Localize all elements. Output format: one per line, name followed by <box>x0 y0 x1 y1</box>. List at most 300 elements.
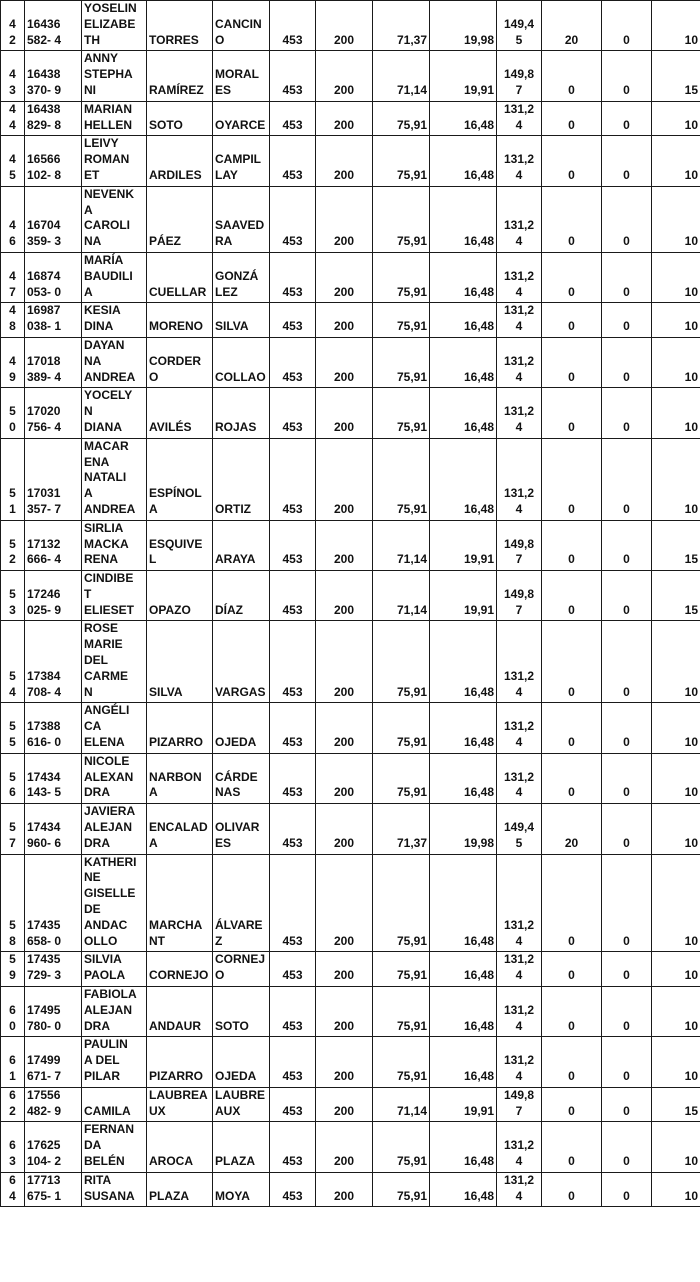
table-row <box>1 987 700 1037</box>
value-cell: 10 <box>652 952 700 987</box>
value-cell: 0 <box>602 1172 652 1207</box>
value-cell: 75,91 <box>373 952 430 987</box>
row-number-cell: 5 4 <box>1 621 25 703</box>
paternal-surname-cell: AVILÉS <box>147 388 213 438</box>
paternal-surname-cell: CORDER O <box>147 337 213 387</box>
first-name-cell: LEIVY ROMAN ET <box>82 136 147 186</box>
value-cell: 75,91 <box>373 136 430 186</box>
value-cell: 200 <box>316 337 373 387</box>
value-cell: 0 <box>602 438 652 520</box>
maternal-surname-cell: OJEDA <box>213 703 270 753</box>
table-row <box>1 804 700 854</box>
value-cell: 0 <box>602 1 652 51</box>
rut-cell: 17388 616- 0 <box>25 703 82 753</box>
row-number-cell: 5 0 <box>1 388 25 438</box>
value-cell: 0 <box>602 854 652 952</box>
value-cell: 131,2 4 <box>497 186 542 252</box>
value-cell: 10 <box>652 303 700 338</box>
value-cell: 131,2 4 <box>497 252 542 302</box>
rut-cell: 17495 780- 0 <box>25 987 82 1037</box>
value-cell: 131,2 4 <box>497 952 542 987</box>
value-cell: 10 <box>652 854 700 952</box>
value-cell: 71,14 <box>373 520 430 570</box>
value-cell: 0 <box>542 51 602 101</box>
maternal-surname-cell: CÁRDE NAS <box>213 753 270 803</box>
value-cell: 453 <box>270 571 316 621</box>
maternal-surname-cell: ROJAS <box>213 388 270 438</box>
value-cell: 0 <box>602 520 652 570</box>
value-cell: 453 <box>270 438 316 520</box>
table-row <box>1 186 700 252</box>
value-cell: 453 <box>270 987 316 1037</box>
rut-cell: 17132 666- 4 <box>25 520 82 570</box>
table-row <box>1 388 700 438</box>
value-cell: 131,2 4 <box>497 621 542 703</box>
value-cell: 0 <box>542 388 602 438</box>
paternal-surname-cell: ESPÍNOL A <box>147 438 213 520</box>
paternal-surname-cell: ESQUIVE L <box>147 520 213 570</box>
value-cell: 453 <box>270 1037 316 1087</box>
rut-cell: 17435 729- 3 <box>25 952 82 987</box>
table-row <box>1 1037 700 1087</box>
value-cell: 453 <box>270 703 316 753</box>
table-row <box>1 1087 700 1122</box>
value-cell: 0 <box>542 621 602 703</box>
value-cell: 75,91 <box>373 101 430 136</box>
row-number-cell: 5 5 <box>1 703 25 753</box>
value-cell: 200 <box>316 987 373 1037</box>
value-cell: 200 <box>316 854 373 952</box>
value-cell: 0 <box>542 1122 602 1172</box>
first-name-cell: FERNAN DA BELÉN <box>82 1122 147 1172</box>
value-cell: 16,48 <box>430 987 497 1037</box>
value-cell: 0 <box>602 571 652 621</box>
value-cell: 131,2 4 <box>497 1037 542 1087</box>
value-cell: 200 <box>316 621 373 703</box>
paternal-surname-cell: PLAZA <box>147 1172 213 1207</box>
value-cell: 453 <box>270 621 316 703</box>
value-cell: 200 <box>316 753 373 803</box>
row-number-cell: 6 4 <box>1 1172 25 1207</box>
value-cell: 0 <box>542 854 602 952</box>
value-cell: 200 <box>316 1087 373 1122</box>
value-cell: 16,48 <box>430 621 497 703</box>
value-cell: 16,48 <box>430 753 497 803</box>
value-cell: 453 <box>270 136 316 186</box>
first-name-cell: KESIA DINA <box>82 303 147 338</box>
first-name-cell: NEVENK A CAROLI NA <box>82 186 147 252</box>
maternal-surname-cell: MOYA <box>213 1172 270 1207</box>
value-cell: 10 <box>652 753 700 803</box>
rut-cell: 16704 359- 3 <box>25 186 82 252</box>
table-row <box>1 854 700 952</box>
value-cell: 453 <box>270 51 316 101</box>
value-cell: 75,91 <box>373 1122 430 1172</box>
rut-cell: 17713 675- 1 <box>25 1172 82 1207</box>
table-row <box>1 520 700 570</box>
maternal-surname-cell: SILVA <box>213 303 270 338</box>
rut-cell: 17031 357- 7 <box>25 438 82 520</box>
paternal-surname-cell: ENCALAD A <box>147 804 213 854</box>
value-cell: 200 <box>316 571 373 621</box>
row-number-cell: 5 2 <box>1 520 25 570</box>
rut-cell: 17625 104- 2 <box>25 1122 82 1172</box>
value-cell: 19,91 <box>430 571 497 621</box>
value-cell: 0 <box>602 1122 652 1172</box>
value-cell: 19,91 <box>430 1087 497 1122</box>
first-name-cell: YOSELIN ELIZABE TH <box>82 1 147 51</box>
rut-cell: 17434 143- 5 <box>25 753 82 803</box>
value-cell: 75,91 <box>373 337 430 387</box>
value-cell: 453 <box>270 252 316 302</box>
value-cell: 149,8 7 <box>497 520 542 570</box>
value-cell: 131,2 4 <box>497 388 542 438</box>
value-cell: 453 <box>270 1122 316 1172</box>
row-number-cell: 5 3 <box>1 571 25 621</box>
maternal-surname-cell: DÍAZ <box>213 571 270 621</box>
value-cell: 75,91 <box>373 753 430 803</box>
value-cell: 0 <box>542 337 602 387</box>
value-cell: 0 <box>542 1172 602 1207</box>
maternal-surname-cell: ARAYA <box>213 520 270 570</box>
value-cell: 0 <box>602 952 652 987</box>
value-cell: 10 <box>652 804 700 854</box>
value-cell: 200 <box>316 438 373 520</box>
maternal-surname-cell: SAAVED RA <box>213 186 270 252</box>
row-number-cell: 4 5 <box>1 136 25 186</box>
table-body <box>1 1 700 1207</box>
value-cell: 149,8 7 <box>497 51 542 101</box>
table-row <box>1 51 700 101</box>
value-cell: 10 <box>652 1172 700 1207</box>
rut-cell: 16436 582- 4 <box>25 1 82 51</box>
value-cell: 131,2 4 <box>497 703 542 753</box>
maternal-surname-cell: OJEDA <box>213 1037 270 1087</box>
paternal-surname-cell: NARBON A <box>147 753 213 803</box>
row-number-cell: 4 7 <box>1 252 25 302</box>
table-row <box>1 571 700 621</box>
rut-cell: 16566 102- 8 <box>25 136 82 186</box>
value-cell: 10 <box>652 252 700 302</box>
paternal-surname-cell: RAMÍREZ <box>147 51 213 101</box>
value-cell: 0 <box>542 571 602 621</box>
paternal-surname-cell: PIZARRO <box>147 1037 213 1087</box>
value-cell: 0 <box>542 753 602 803</box>
table-row <box>1 1172 700 1207</box>
value-cell: 149,4 5 <box>497 804 542 854</box>
rut-cell: 17384 708- 4 <box>25 621 82 703</box>
value-cell: 16,48 <box>430 952 497 987</box>
maternal-surname-cell: SOTO <box>213 987 270 1037</box>
value-cell: 149,8 7 <box>497 1087 542 1122</box>
maternal-surname-cell: ÁLVARE Z <box>213 854 270 952</box>
value-cell: 0 <box>602 337 652 387</box>
row-number-cell: 4 3 <box>1 51 25 101</box>
value-cell: 10 <box>652 1037 700 1087</box>
value-cell: 15 <box>652 571 700 621</box>
first-name-cell: ROSE MARIE DEL CARME N <box>82 621 147 703</box>
value-cell: 0 <box>602 703 652 753</box>
value-cell: 453 <box>270 1172 316 1207</box>
paternal-surname-cell: LAUBREA UX <box>147 1087 213 1122</box>
value-cell: 0 <box>542 520 602 570</box>
table-row <box>1 1 700 51</box>
row-number-cell: 4 8 <box>1 303 25 338</box>
value-cell: 71,14 <box>373 51 430 101</box>
value-cell: 131,2 4 <box>497 136 542 186</box>
value-cell: 200 <box>316 520 373 570</box>
value-cell: 200 <box>316 1037 373 1087</box>
paternal-surname-cell: ARDILES <box>147 136 213 186</box>
value-cell: 0 <box>602 136 652 186</box>
rut-cell: 17435 658- 0 <box>25 854 82 952</box>
maternal-surname-cell: GONZÁ LEZ <box>213 252 270 302</box>
value-cell: 16,48 <box>430 337 497 387</box>
value-cell: 0 <box>602 621 652 703</box>
value-cell: 200 <box>316 804 373 854</box>
value-cell: 75,91 <box>373 438 430 520</box>
value-cell: 71,14 <box>373 1087 430 1122</box>
rut-cell: 17018 389- 4 <box>25 337 82 387</box>
value-cell: 453 <box>270 952 316 987</box>
value-cell: 453 <box>270 854 316 952</box>
value-cell: 20 <box>542 1 602 51</box>
value-cell: 0 <box>542 987 602 1037</box>
table-row <box>1 136 700 186</box>
rut-cell: 16874 053- 0 <box>25 252 82 302</box>
rut-cell: 16987 038- 1 <box>25 303 82 338</box>
value-cell: 16,48 <box>430 303 497 338</box>
row-number-cell: 5 6 <box>1 753 25 803</box>
maternal-surname-cell: VARGAS <box>213 621 270 703</box>
value-cell: 16,48 <box>430 854 497 952</box>
value-cell: 453 <box>270 101 316 136</box>
first-name-cell: MARÍA BAUDILI A <box>82 252 147 302</box>
table-row <box>1 703 700 753</box>
value-cell: 200 <box>316 952 373 987</box>
value-cell: 10 <box>652 1 700 51</box>
value-cell: 16,48 <box>430 1122 497 1172</box>
first-name-cell: SIRLIA MACKA RENA <box>82 520 147 570</box>
value-cell: 10 <box>652 438 700 520</box>
value-cell: 0 <box>602 753 652 803</box>
value-cell: 19,98 <box>430 1 497 51</box>
value-cell: 75,91 <box>373 1037 430 1087</box>
maternal-surname-cell: COLLAO <box>213 337 270 387</box>
paternal-surname-cell: MORENO <box>147 303 213 338</box>
value-cell: 200 <box>316 136 373 186</box>
value-cell: 10 <box>652 987 700 1037</box>
first-name-cell: RITA SUSANA <box>82 1172 147 1207</box>
value-cell: 131,2 4 <box>497 854 542 952</box>
first-name-cell: MACAR ENA NATALI A ANDREA <box>82 438 147 520</box>
row-number-cell: 6 2 <box>1 1087 25 1122</box>
value-cell: 0 <box>602 252 652 302</box>
value-cell: 149,8 7 <box>497 571 542 621</box>
row-number-cell: 6 3 <box>1 1122 25 1172</box>
value-cell: 200 <box>316 1122 373 1172</box>
first-name-cell: YOCELY N DIANA <box>82 388 147 438</box>
value-cell: 131,2 4 <box>497 1172 542 1207</box>
rut-cell: 16438 370- 9 <box>25 51 82 101</box>
first-name-cell: KATHERI NE GISELLE DE ANDAC OLLO <box>82 854 147 952</box>
rut-cell: 16438 829- 8 <box>25 101 82 136</box>
value-cell: 0 <box>602 101 652 136</box>
value-cell: 10 <box>652 136 700 186</box>
first-name-cell: ANNY STEPHA NI <box>82 51 147 101</box>
value-cell: 10 <box>652 1122 700 1172</box>
paternal-surname-cell: OPAZO <box>147 571 213 621</box>
first-name-cell: ANGÉLI CA ELENA <box>82 703 147 753</box>
value-cell: 16,48 <box>430 388 497 438</box>
first-name-cell: PAULIN A DEL PILAR <box>82 1037 147 1087</box>
value-cell: 0 <box>602 1037 652 1087</box>
first-name-cell: MARIAN HELLEN <box>82 101 147 136</box>
maternal-surname-cell: CORNEJ O <box>213 952 270 987</box>
rut-cell: 17020 756- 4 <box>25 388 82 438</box>
value-cell: 19,91 <box>430 51 497 101</box>
row-number-cell: 6 1 <box>1 1037 25 1087</box>
paternal-surname-cell: SILVA <box>147 621 213 703</box>
first-name-cell: DAYAN NA ANDREA <box>82 337 147 387</box>
value-cell: 0 <box>542 303 602 338</box>
value-cell: 200 <box>316 1 373 51</box>
paternal-surname-cell: ANDAUR <box>147 987 213 1037</box>
value-cell: 75,91 <box>373 252 430 302</box>
row-number-cell: 4 2 <box>1 1 25 51</box>
value-cell: 10 <box>652 388 700 438</box>
value-cell: 71,37 <box>373 804 430 854</box>
value-cell: 75,91 <box>373 388 430 438</box>
maternal-surname-cell: ORTIZ <box>213 438 270 520</box>
value-cell: 16,48 <box>430 136 497 186</box>
value-cell: 16,48 <box>430 252 497 302</box>
paternal-surname-cell: PÁEZ <box>147 186 213 252</box>
value-cell: 131,2 4 <box>497 438 542 520</box>
maternal-surname-cell: LAUBRE AUX <box>213 1087 270 1122</box>
value-cell: 453 <box>270 520 316 570</box>
value-cell: 15 <box>652 51 700 101</box>
table-row <box>1 753 700 803</box>
row-number-cell: 4 9 <box>1 337 25 387</box>
value-cell: 453 <box>270 804 316 854</box>
value-cell: 0 <box>542 101 602 136</box>
value-cell: 16,48 <box>430 101 497 136</box>
rut-cell: 17434 960- 6 <box>25 804 82 854</box>
value-cell: 200 <box>316 388 373 438</box>
value-cell: 16,48 <box>430 1172 497 1207</box>
row-number-cell: 5 9 <box>1 952 25 987</box>
row-number-cell: 4 4 <box>1 101 25 136</box>
value-cell: 10 <box>652 186 700 252</box>
value-cell: 200 <box>316 703 373 753</box>
value-cell: 0 <box>602 388 652 438</box>
first-name-cell: NICOLE ALEXAN DRA <box>82 753 147 803</box>
value-cell: 75,91 <box>373 987 430 1037</box>
first-name-cell: SILVIA PAOLA <box>82 952 147 987</box>
value-cell: 0 <box>542 186 602 252</box>
paternal-surname-cell: SOTO <box>147 101 213 136</box>
value-cell: 16,48 <box>430 438 497 520</box>
value-cell: 200 <box>316 303 373 338</box>
paternal-surname-cell: TORRES <box>147 1 213 51</box>
maternal-surname-cell: CAMPIL LAY <box>213 136 270 186</box>
value-cell: 0 <box>542 252 602 302</box>
table-row <box>1 621 700 703</box>
value-cell: 200 <box>316 51 373 101</box>
maternal-surname-cell: MORAL ES <box>213 51 270 101</box>
paternal-surname-cell: AROCA <box>147 1122 213 1172</box>
paternal-surname-cell: MARCHA NT <box>147 854 213 952</box>
value-cell: 71,14 <box>373 571 430 621</box>
first-name-cell: CAMILA <box>82 1087 147 1122</box>
value-cell: 15 <box>652 1087 700 1122</box>
value-cell: 0 <box>542 1037 602 1087</box>
row-number-cell: 5 7 <box>1 804 25 854</box>
value-cell: 0 <box>602 804 652 854</box>
value-cell: 0 <box>602 303 652 338</box>
first-name-cell: CINDIBE T ELIESET <box>82 571 147 621</box>
value-cell: 20 <box>542 804 602 854</box>
value-cell: 75,91 <box>373 303 430 338</box>
paternal-surname-cell: CORNEJO <box>147 952 213 987</box>
value-cell: 75,91 <box>373 703 430 753</box>
value-cell: 200 <box>316 101 373 136</box>
value-cell: 453 <box>270 303 316 338</box>
paternal-surname-cell: PIZARRO <box>147 703 213 753</box>
rut-cell: 17556 482- 9 <box>25 1087 82 1122</box>
table-row <box>1 337 700 387</box>
rut-cell: 17499 671- 7 <box>25 1037 82 1087</box>
value-cell: 131,2 4 <box>497 101 542 136</box>
value-cell: 0 <box>542 703 602 753</box>
value-cell: 200 <box>316 1172 373 1207</box>
table-row <box>1 438 700 520</box>
table-row <box>1 952 700 987</box>
maternal-surname-cell: OLIVAR ES <box>213 804 270 854</box>
value-cell: 200 <box>316 186 373 252</box>
first-name-cell: JAVIERA ALEJAN DRA <box>82 804 147 854</box>
row-number-cell: 6 0 <box>1 987 25 1037</box>
value-cell: 453 <box>270 1087 316 1122</box>
value-cell: 453 <box>270 753 316 803</box>
value-cell: 0 <box>602 1087 652 1122</box>
value-cell: 131,2 4 <box>497 987 542 1037</box>
value-cell: 131,2 4 <box>497 1122 542 1172</box>
value-cell: 10 <box>652 101 700 136</box>
value-cell: 16,48 <box>430 186 497 252</box>
table-row <box>1 303 700 338</box>
value-cell: 131,2 4 <box>497 303 542 338</box>
value-cell: 453 <box>270 186 316 252</box>
value-cell: 453 <box>270 1 316 51</box>
value-cell: 0 <box>602 987 652 1037</box>
value-cell: 0 <box>602 186 652 252</box>
value-cell: 10 <box>652 337 700 387</box>
table-row <box>1 101 700 136</box>
maternal-surname-cell: OYARCE <box>213 101 270 136</box>
row-number-cell: 5 1 <box>1 438 25 520</box>
value-cell: 75,91 <box>373 854 430 952</box>
row-number-cell: 5 8 <box>1 854 25 952</box>
value-cell: 453 <box>270 337 316 387</box>
value-cell: 75,91 <box>373 1172 430 1207</box>
value-cell: 200 <box>316 252 373 302</box>
value-cell: 0 <box>542 952 602 987</box>
table-row <box>1 1122 700 1172</box>
value-cell: 16,48 <box>430 703 497 753</box>
rut-cell: 17246 025- 9 <box>25 571 82 621</box>
